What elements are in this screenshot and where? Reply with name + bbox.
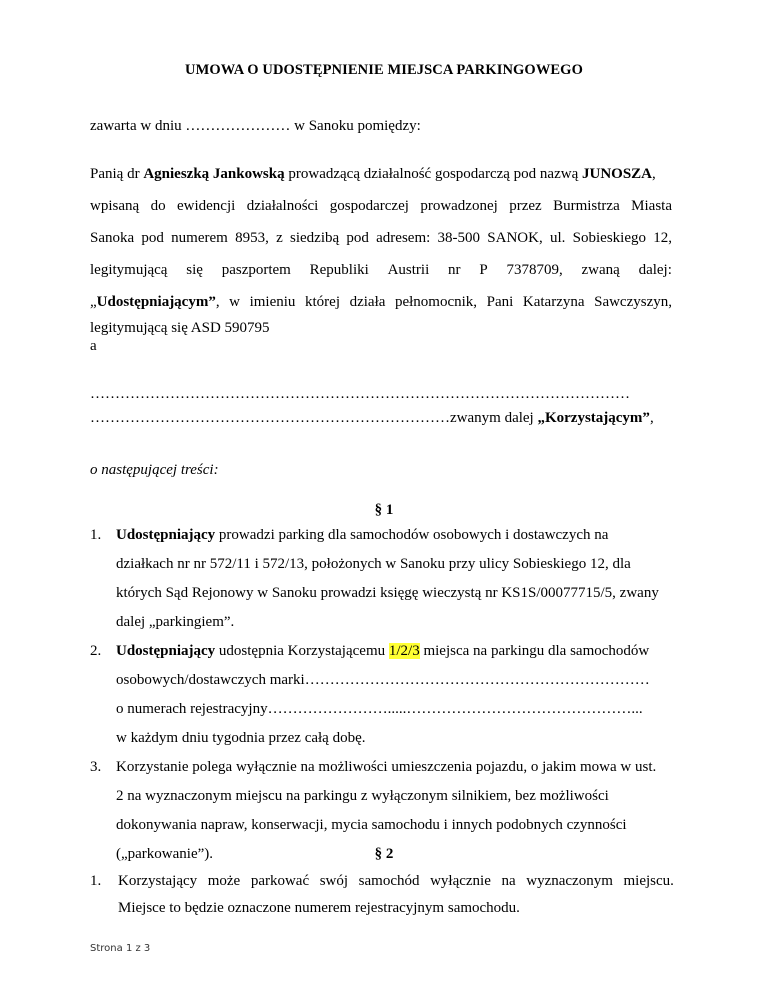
quote-open: „ [90,294,97,310]
word: 7378709, [506,262,563,278]
word: wyznaczonym [526,873,613,889]
s1-p2-line-3: o numerach rejestracyjny…………………….....………………………………………... [116,701,643,717]
party1-text: Panią dr [90,166,144,182]
footer-page-total: 3 [143,943,151,954]
party1-alias: Udostępniający [116,643,216,659]
party1-text: , w imieniu której działa pełnomocnik, Pani Katarzyna Sawczyszyn, [215,294,672,310]
word: zwaną [581,262,620,278]
word: miejscu. [623,873,674,889]
s2-p1-line-1 [118,873,674,890]
word: Korzystający [118,873,198,889]
content-intro-text: o następującej treści: [90,462,219,478]
s2-p1-line-2: Miejsce to będzie oznaczone numerem rejestracyjnym samochodu. [118,900,520,916]
s1-p2-text: miejsca na parkingu dla samochodów [419,643,650,659]
word: parkować [250,873,310,889]
word: Republiki [309,262,369,278]
word: na [501,873,516,889]
s2-p1-number: 1. [90,873,102,889]
s1-p1-line-3: których Sąd Rejonowy w Sanoku prowadzi księgę wieczystą nr KS1S/00077715/5, zwany [116,585,659,601]
party1-alias: Udostępniającym” [96,294,216,310]
s1-p1-text: prowadzi parking dla samochodów osobowych i dostawczych na [215,527,609,543]
word: nr [448,262,461,278]
word: wyłącznie [430,873,491,889]
word: się [186,262,203,278]
party1-alias: Udostępniający [116,527,216,543]
footer-separator: z [132,943,144,954]
party1-line-5 [90,294,672,311]
party2-dots: ……………………………………………………………… [90,410,450,426]
party2-alias: „Korzystającym” [537,410,650,426]
party1-text: prowadzącą działalność gospodarczą pod nazwą [284,166,582,182]
s1-p2-line-4: w każdym dniu tygodnia przez całą dobę. [116,730,366,746]
s1-p1-line-1 [116,527,608,544]
s1-p3-line-2: 2 na wyznaczonym miejscu na parkingu z wyłączonym silnikiem, bez możliwości [116,788,609,804]
highlighted-count: 1/2/3 [388,643,420,659]
party2-text: zwanym dalej [450,410,538,426]
s1-p2-line-2: osobowych/dostawczych marki…………………………………………………………… [116,672,650,688]
party1-line-4 [90,262,672,279]
party1-line-1 [90,166,656,183]
party1-name: Agnieszką Jankowską [143,166,285,182]
footer-label: Strona [90,943,126,954]
section-1-heading: § 1 [374,502,394,518]
word: dalej: [638,262,672,278]
party1-line-2: wpisaną do ewidencji działalności gospodarczej prowadzonej przez Burmistrza Miasta [90,198,672,214]
party2-line-2 [90,410,654,427]
section-2-heading: § 2 [374,846,394,862]
document-title: UMOWA O UDOSTĘPNIENIE MIEJSCA PARKINGOWEGO [185,62,583,78]
word: P [479,262,488,278]
company-name: JUNOSZA [581,166,652,182]
s1-p3-number: 3. [90,759,102,775]
s1-p2-line-1 [116,643,649,660]
party1-line-6: legitymującą się ASD 590795 [90,320,270,336]
conjunction-a: a [90,338,97,354]
word: może [207,873,241,889]
footer-page-number: 1 [125,943,133,954]
word: legitymującą [90,262,168,278]
word: samochód [358,873,420,889]
word: paszportem [221,262,291,278]
s1-p2-number: 2. [90,643,102,659]
s1-p2-text: udostępnia Korzystającemu [215,643,389,659]
page-footer [90,943,150,954]
s1-p1-line-2: działkach nr nr 572/11 i 572/13, położonych w Sanoku przy ulicy Sobieskiego 12, dla [116,556,631,572]
intro-line: zawarta w dniu ………………… w Sanoku pomiędzy: [90,118,421,134]
s1-p3-line-3: dokonywania napraw, konserwacji, mycia samochodu i innych podobnych czynności [116,817,627,833]
party1-line-3: Sanoka pod numerem 8953, z siedzibą pod adresem: 38-500 SANOK, ul. Sobieskiego 12, [90,230,672,246]
s1-p3-line-4: („parkowanie”). [116,846,214,862]
s1-p3-line-1: Korzystanie polega wyłącznie na możliwości umieszczenia pojazdu, o jakim mowa w ust. [116,759,657,775]
content-intro [90,462,219,479]
word: Austrii [387,262,430,278]
word: swój [319,873,349,889]
s1-p1-line-4: dalej „parkingiem”. [116,614,235,630]
party2-dots-line: ……………………………………………………………………………………………… [90,386,630,402]
party2-text: , [649,410,654,426]
party1-text: , [652,166,656,182]
s1-p1-number: 1. [90,527,102,543]
